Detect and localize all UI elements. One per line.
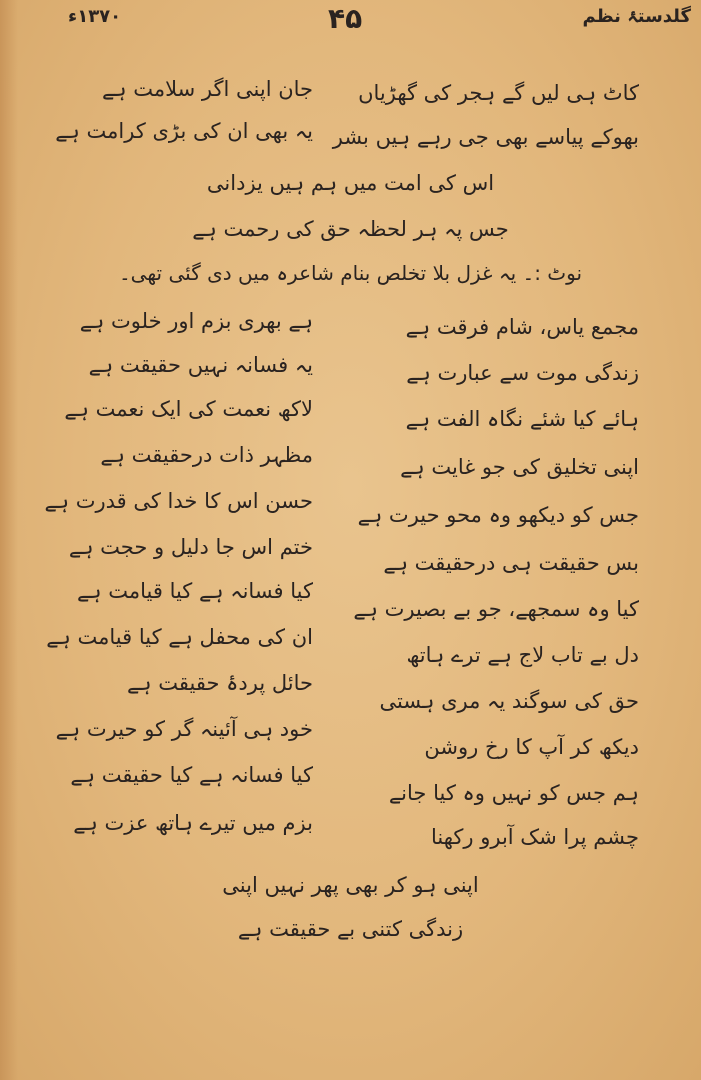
ghazal-right: چشم پرا شک آبرو رکھنا: [430, 825, 639, 849]
ghazal-right: اپنی تخلیق کی جو غایت ہے: [400, 455, 639, 479]
ghazal-right: دل بے تاب لاج ہے ترے ہاتھ: [406, 643, 639, 667]
year-label: ۱۳۷۰ء: [68, 6, 122, 27]
center-verse: اس کی امت میں ہم ہیں یزدانی: [206, 171, 495, 195]
ghazal-right: ہائے کیا شئے نگاہ الفت ہے: [405, 407, 639, 431]
ghazal-right: زندگی موت سے عبارت ہے: [406, 361, 639, 385]
ghazal-right: ہم جس کو نہیں وہ کیا جانے: [388, 781, 639, 805]
ghazal-right: کیا وہ سمجھے، جو بے بصیرت ہے: [353, 597, 639, 621]
verse-left: جان اپنی اگر سلامت ہے: [101, 77, 313, 101]
ghazal-left: حسن اس کا خدا کی قدرت ہے: [44, 489, 313, 513]
closing-verse: اپنی ہو کر بھی پھر نہیں اپنی: [222, 873, 479, 897]
ghazal-left: ان کی محفل ہے کیا قیامت ہے: [46, 625, 313, 649]
ghazal-right: دیکھ کر آپ کا رخ روشن: [424, 735, 639, 759]
ghazal-left: کیا فسانہ ہے کیا قیامت ہے: [76, 579, 313, 603]
ghazal-left: ہے بھری بزم اور خلوت ہے: [79, 309, 313, 333]
ghazal-left: کیا فسانہ ہے کیا حقیقت ہے: [70, 763, 313, 787]
ghazal-left: مظہر ذات درحقیقت ہے: [100, 443, 313, 467]
verse-left: یہ بھی ان کی بڑی کرامت ہے: [55, 119, 313, 143]
ghazal-left: لاکھ نعمت کی ایک نعمت ہے: [64, 397, 313, 421]
center-verse: جس پہ ہر لحظہ حق کی رحمت ہے: [192, 217, 509, 241]
note-line: نوٹ :۔ یہ غزل بلا تخلص بنام شاعرہ میں دی گئی تھی۔: [118, 261, 583, 285]
verse-right: بھوکے پیاسے بھی جی رہے ہیں بشر: [332, 125, 639, 149]
ghazal-right: بس حقیقت ہی درحقیقت ہے: [383, 551, 639, 575]
ghazal-right: حق کی سوگند یہ مری ہستی: [379, 689, 639, 713]
closing-verse: زندگی کتنی بے حقیقت ہے: [237, 917, 464, 941]
verse-right: کاٹ ہی لیں گے ہجر کی گھڑیاں: [358, 81, 639, 105]
ghazal-left: خود ہی آئینہ گر کو حیرت ہے: [55, 717, 313, 741]
ghazal-left: ختم اس جا دلیل و حجت ہے: [68, 535, 313, 559]
ghazal-right: جس کو دیکھو وہ محو حیرت ہے: [357, 503, 639, 527]
ghazal-right: مجمع یاس، شام فرقت ہے: [405, 315, 639, 339]
page-number: ۴۵: [328, 2, 363, 35]
ghazal-left: یہ فسانہ نہیں حقیقت ہے: [88, 353, 313, 377]
ghazal-left: بزم میں تیرے ہاتھ عزت ہے: [73, 811, 313, 835]
page-header: [0, 0, 701, 44]
ghazal-left: حائل پردۂ حقیقت ہے: [126, 671, 313, 695]
book-title: گلدستۂ نظم: [582, 6, 691, 27]
